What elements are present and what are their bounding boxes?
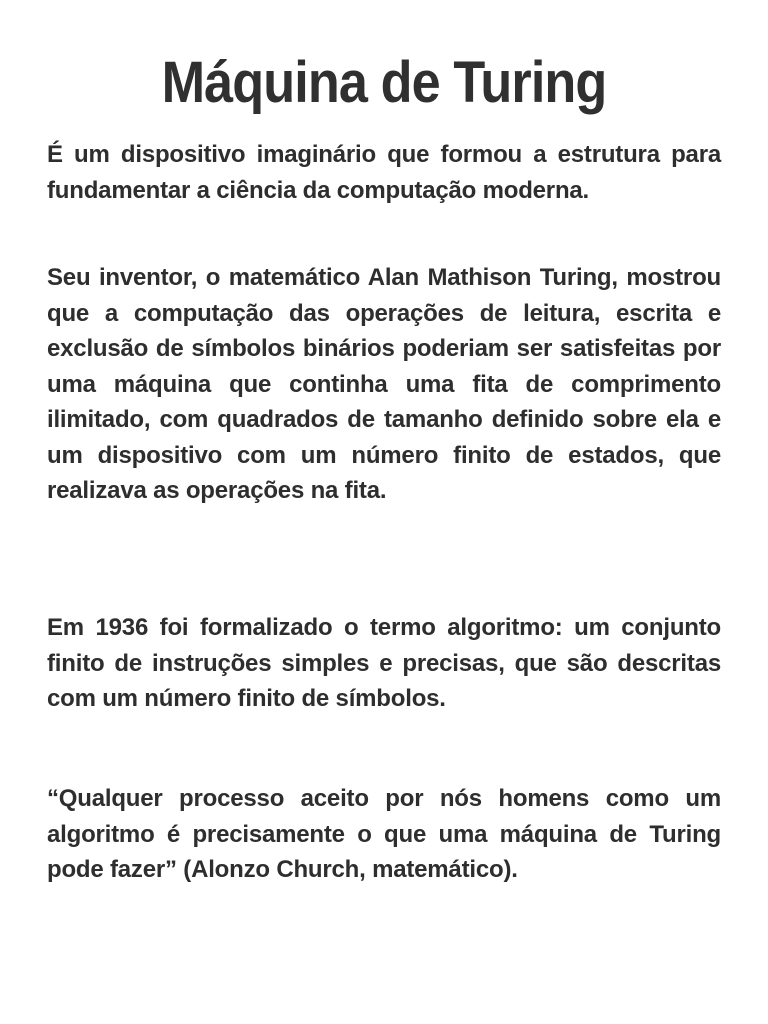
paragraph-definition: É um dispositivo imaginário que formou a estrutura para fundamentar a ciência da computação moderna. <box>47 141 721 204</box>
paragraph-church-quote: “Qualquer processo aceito por nós homens como um algoritmo é precisamente o que uma máquina de Turing pode fazer” (Alonzo Church, matemático). <box>47 785 721 883</box>
page-title: Máquina de Turing <box>161 50 607 115</box>
paragraph-inventor: Seu inventor, o matemático Alan Mathison Turing, mostrou que a computação das operações de leitura, escrita e exclusão de símbolos binários poderiam ser satisfeitas por uma máquina que continha uma fita de comprimento ilimitado, com quadrados de tamanho definido sobre ela e um dispositivo com um número finito de estados, que realizava as operações na fita. <box>47 264 721 504</box>
paragraph-algorithm: Em 1936 foi formalizado o termo algoritmo: um conjunto finito de instruções simples e precisas, que são descritas com um número finito de símbolos. <box>47 614 721 712</box>
